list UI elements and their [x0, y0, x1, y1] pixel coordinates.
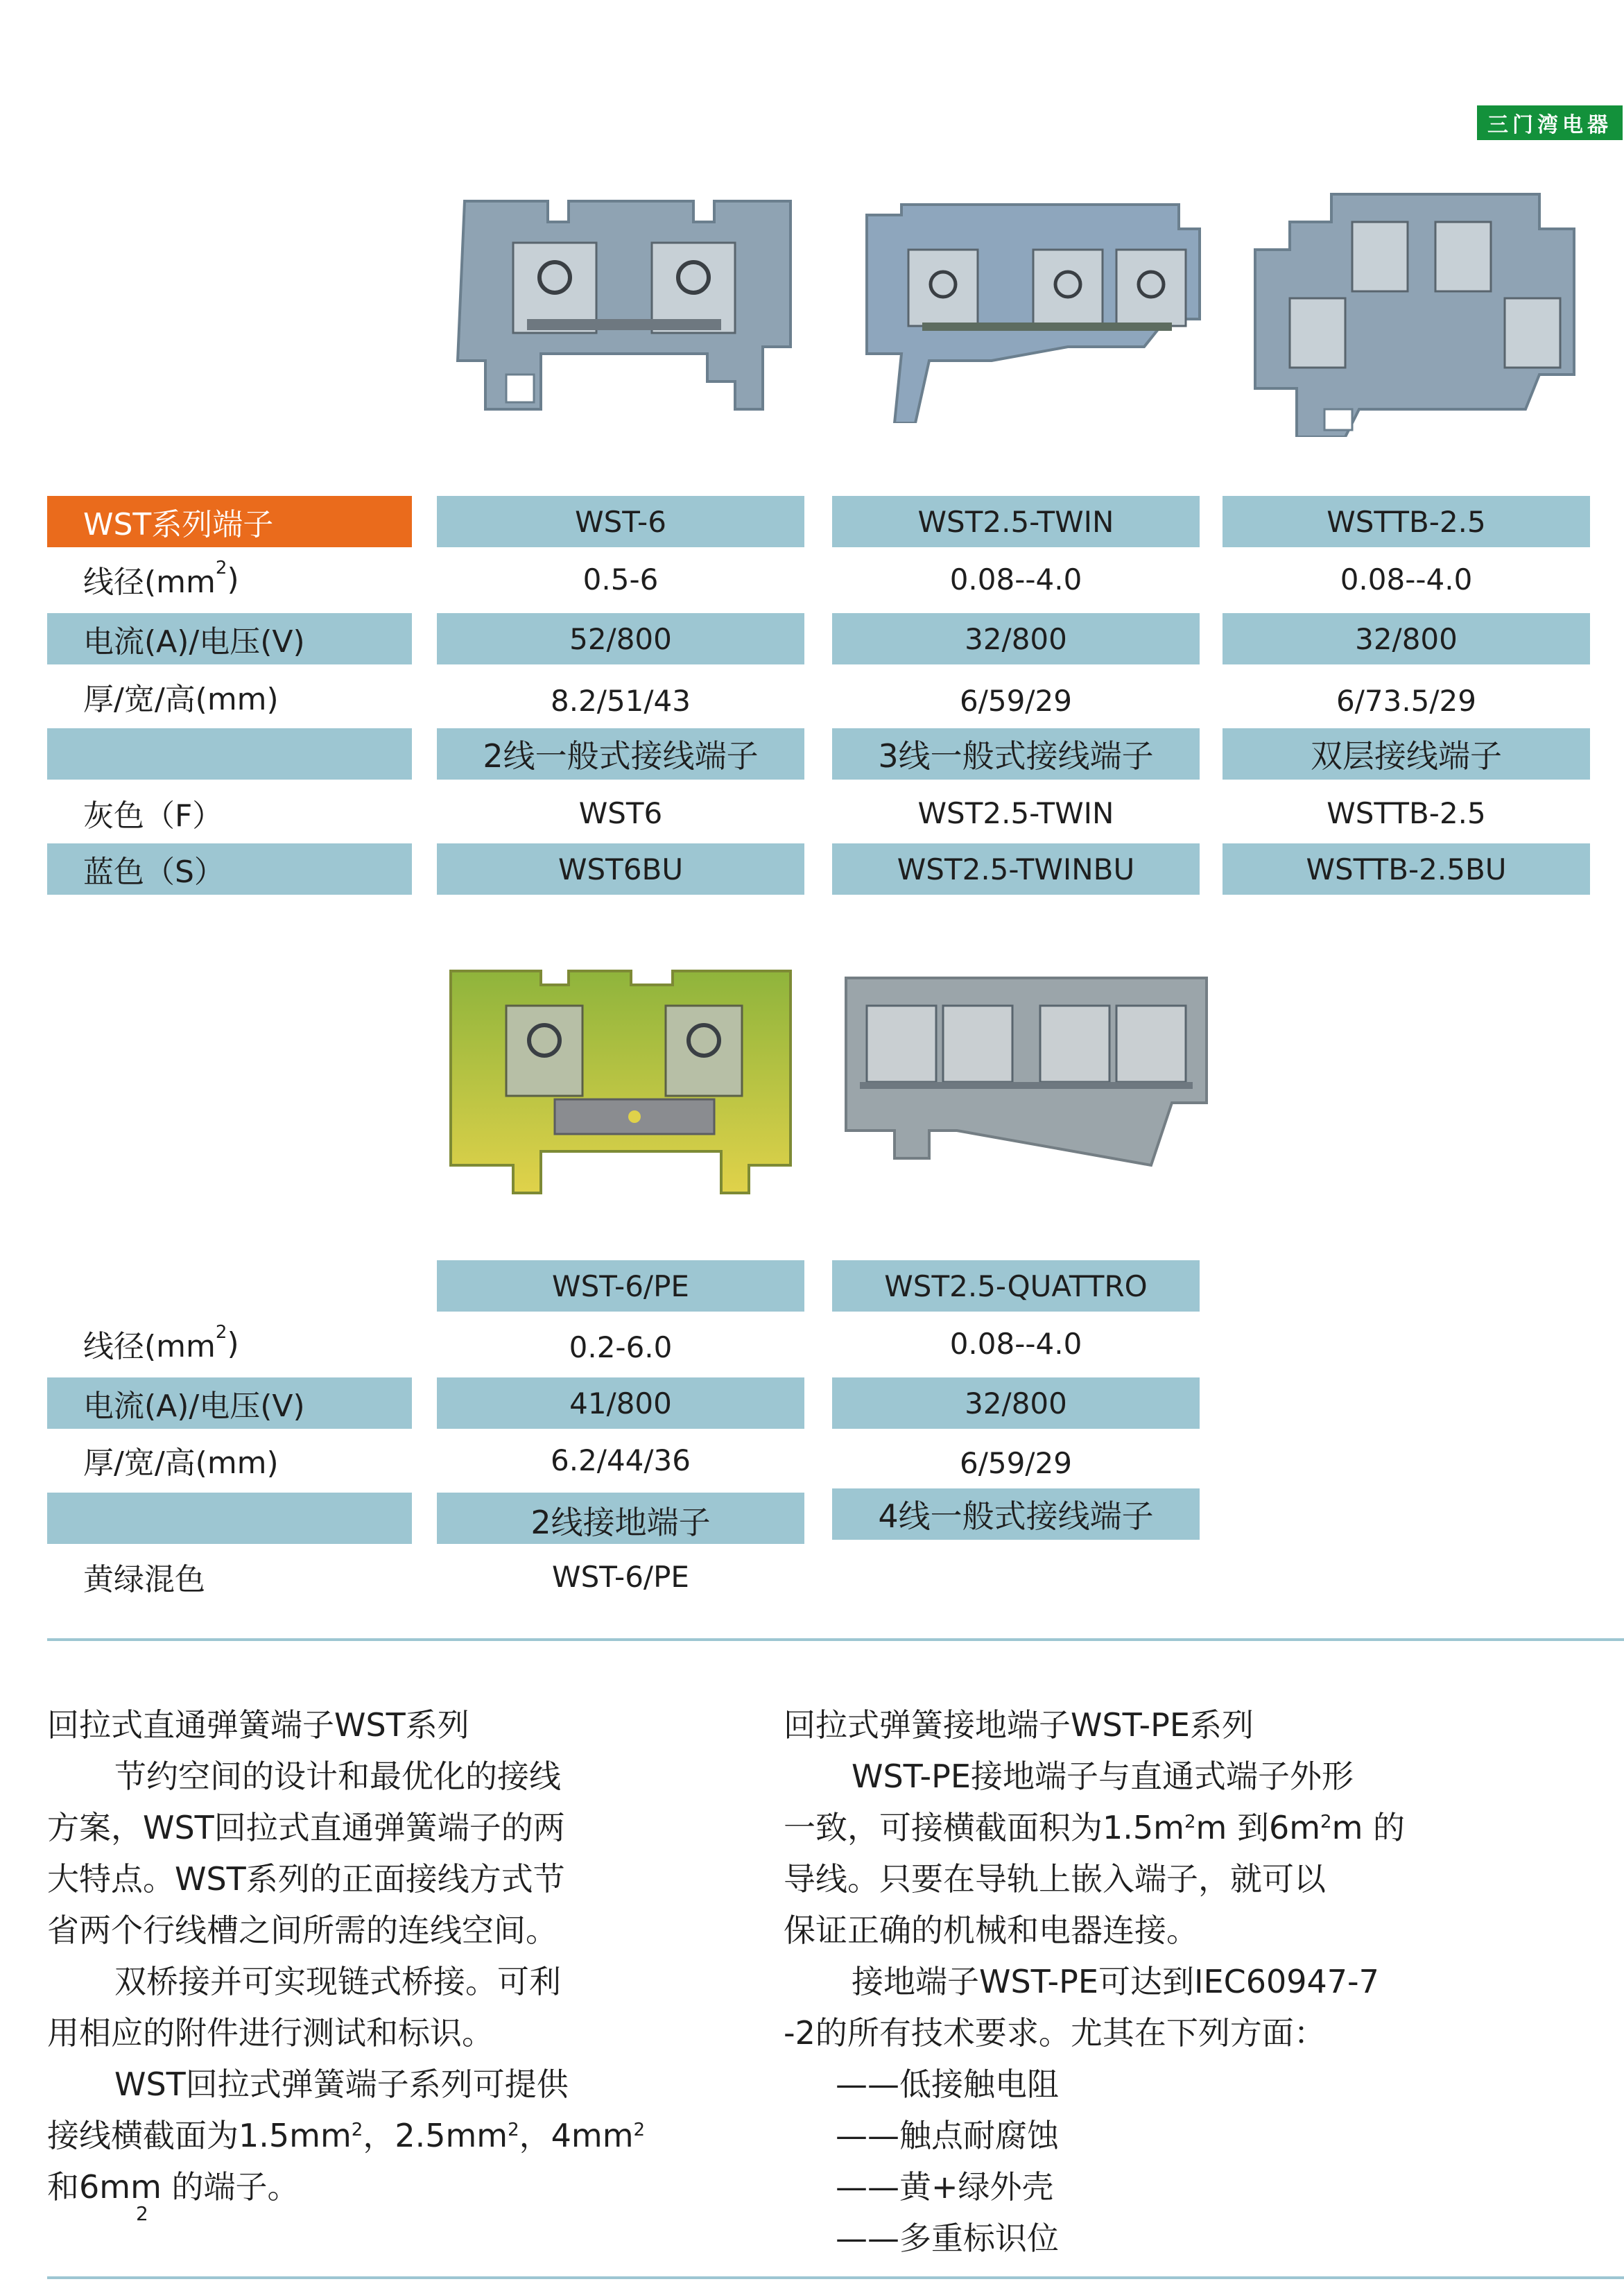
table-cell: 2线一般式接线端子	[483, 737, 759, 775]
left-subscript-2: 2	[136, 2202, 148, 2225]
wst2-5-quattro-photo	[839, 971, 1213, 1179]
table-cell: 0.08--4.0	[949, 562, 1082, 596]
left-paragraph-line: 大特点。WST系列的正面接线方式节	[47, 1860, 565, 1898]
table-cell: 双层接线端子	[1311, 737, 1502, 775]
right-paragraph-line: -2的所有技术要求。尤其在下列方面：	[784, 2014, 1326, 2052]
table-cell: WST2.5-TWINBU	[897, 852, 1135, 886]
row-label-current-voltage: 电流(A)/电压(V)	[83, 624, 305, 660]
model-name: WST2.5-QUATTRO	[884, 1269, 1148, 1303]
left-paragraph-line: 省两个行线槽之间所需的连线空间。	[47, 1912, 558, 1949]
bullet-item: ——低接触电阻	[836, 2066, 1059, 2103]
bottom-divider	[47, 2276, 1624, 2279]
table-cell: WST6	[578, 796, 663, 830]
table-cell: 0.08--4.0	[1340, 562, 1473, 596]
left-paragraph-line: WST回拉式弹簧端子系列可提供	[114, 2066, 569, 2103]
wsttb-2-5-photo	[1248, 180, 1595, 437]
right-paragraph-line: 接地端子WST-PE可达到IEC60947-7	[852, 1963, 1379, 2000]
table-cell: 41/800	[569, 1386, 672, 1420]
table-cell: 32/800	[1355, 621, 1458, 656]
right-paragraph-line: 一致，可接横截面积为$1.5m^2m$ 到$6m^2m$ 的	[784, 1809, 1406, 1846]
bullet-item: ——多重标识位	[836, 2219, 1059, 2257]
table-cell: 6.2/44/36	[551, 1443, 691, 1477]
table-cell: 6/59/29	[960, 683, 1072, 718]
left-paragraph-line: 方案，WST回拉式直通弹簧端子的两	[47, 1809, 565, 1846]
model-name: WST-6/PE	[552, 1269, 689, 1303]
table-cell: 3线一般式接线端子	[878, 737, 1154, 775]
left-paragraph-line: 用相应的附件进行测试和标识。	[47, 2014, 494, 2052]
row-label-gray: 灰色（F）	[83, 798, 223, 834]
table-cell: 6/73.5/29	[1336, 683, 1476, 718]
left-paragraph-line: 节约空间的设计和最优化的接线	[114, 1758, 561, 1795]
right-paragraph-line: WST-PE接地端子与直通式端子外形	[852, 1758, 1354, 1795]
section-divider	[47, 1638, 1624, 1641]
right-paragraph-line: 导线。只要在导轨上嵌入端子，就可以	[784, 1860, 1326, 1898]
left-paragraph-line: 接线横截面为$1.5mm^2$，$2.5mm^2$，$4mm^2$	[47, 2117, 646, 2154]
row-label-dimensions: 厚/宽/高(mm)	[83, 1445, 279, 1481]
table-cell: 32/800	[965, 621, 1067, 656]
table-cell: WSTTB-2.5	[1327, 796, 1486, 830]
wst2-5-twin-photo	[853, 187, 1213, 423]
row-label-yellow-green: 黄绿混色	[83, 1562, 205, 1597]
model-name: WST2.5-TWIN	[917, 504, 1114, 539]
table-cell: 32/800	[965, 1386, 1067, 1420]
brand-badge: 三门湾电器	[1477, 105, 1623, 140]
model-name: WST-6	[575, 504, 666, 539]
left-paragraph-line: 和6mm 的端子。	[47, 2168, 300, 2206]
row-label-blue: 蓝色（S）	[83, 854, 225, 890]
wst-6-pe-photo	[444, 964, 804, 1200]
left-section-title: 回拉式直通弹簧端子WST系列	[47, 1706, 469, 1744]
table-cell: 6/59/29	[960, 1445, 1072, 1480]
table-cell: 4线一般式接线端子	[878, 1497, 1154, 1535]
row-label-wire-size: 线径(mm 2 )	[83, 1322, 239, 1364]
right-section-title: 回拉式弹簧接地端子WST-PE系列	[784, 1706, 1254, 1744]
row-bar	[47, 1493, 412, 1544]
table-cell: 0.5-6	[582, 562, 659, 596]
table-cell: 52/800	[569, 621, 672, 656]
table-cell: 8.2/51/43	[551, 683, 691, 718]
table-cell: 0.08--4.0	[949, 1326, 1082, 1361]
right-paragraph-line: 保证正确的机械和电器连接。	[784, 1912, 1198, 1949]
row-label-dimensions: 厚/宽/高(mm)	[83, 682, 279, 717]
table-cell: WST-6/PE	[552, 1559, 689, 1594]
row-label-current-voltage: 电流(A)/电压(V)	[83, 1389, 305, 1424]
table-cell: WST6BU	[558, 852, 684, 886]
table-cell: 2线接地端子	[530, 1504, 711, 1541]
table-cell: 0.2-6.0	[569, 1330, 673, 1364]
table-cell: WST2.5-TWIN	[917, 796, 1114, 830]
model-name: WSTTB-2.5	[1327, 504, 1486, 539]
series-header-label: WST系列端子	[83, 507, 274, 542]
row-bar	[47, 728, 412, 780]
table-cell: WSTTB-2.5BU	[1306, 852, 1507, 886]
wst-6-photo	[444, 187, 804, 423]
row-label-wire-size: 线径(mm 2 )	[83, 558, 239, 600]
bullet-item: ——触点耐腐蚀	[836, 2117, 1059, 2154]
left-paragraph-line: 双桥接并可实现链式桥接。可利	[114, 1963, 561, 2000]
bullet-item: ——黄+绿外壳	[836, 2168, 1054, 2206]
